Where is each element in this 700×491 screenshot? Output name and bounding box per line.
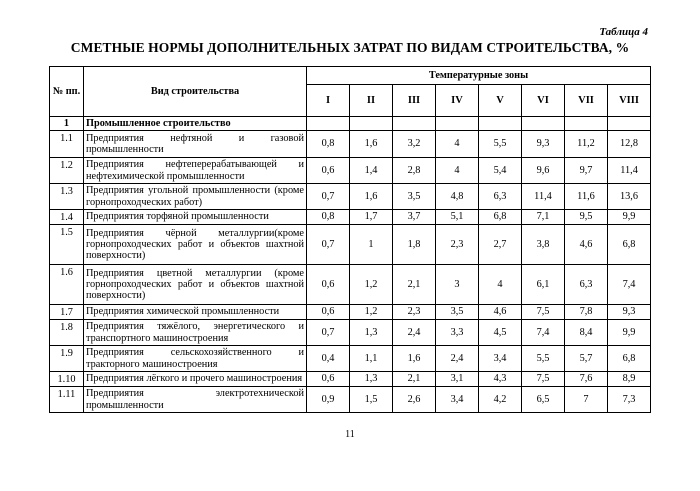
zone-value-4: 2,4 (436, 346, 479, 372)
table-row (50, 184, 651, 210)
zone-value-5: 4,3 (479, 372, 522, 387)
zone-header-1: I (307, 85, 350, 117)
zone-value-4: 3,1 (436, 372, 479, 387)
construction-type: Предприятия цветной металлургии (кроме горнопроходческих работ и объектов шахтной поверхности) (84, 265, 307, 305)
row-number: 1.6 (50, 265, 84, 305)
zone-value-3: 2,1 (393, 372, 436, 387)
row-number: 1.9 (50, 346, 84, 372)
zone-value-8: 9,9 (608, 210, 651, 225)
zone-value-6: 7,1 (522, 210, 565, 225)
row-number: 1.7 (50, 305, 84, 320)
zone-value-1: 0,7 (307, 225, 350, 265)
zone-value-6: 7,5 (522, 305, 565, 320)
construction-type: Предприятия лёгкого и прочего машиностроения (84, 372, 307, 387)
construction-type: Предприятия нефтеперерабатывающей и нефтехимической промышленности (84, 158, 307, 184)
zone-value-4: 3,4 (436, 387, 479, 413)
zone-value-2: 1,2 (350, 305, 393, 320)
zone-value-1: 0,6 (307, 265, 350, 305)
construction-type: Предприятия угольной промышленности (кроме горнопроходческих работ) (84, 184, 307, 210)
zone-value-2: 1,3 (350, 320, 393, 346)
zone-value-4: 3,5 (436, 305, 479, 320)
zone-value-6: 6,1 (522, 265, 565, 305)
zone-value-8: 9,9 (608, 320, 651, 346)
zone-value-5: 5,4 (479, 158, 522, 184)
construction-type: Предприятия сельскохозяйственного и тракторного машиностроения (84, 346, 307, 372)
zone-value-3: 1,6 (393, 346, 436, 372)
zone-value-8: 7,4 (608, 265, 651, 305)
zone-value-1: 0,8 (307, 210, 350, 225)
zone-value-7: 9,7 (565, 158, 608, 184)
zone-value-2: 1,1 (350, 346, 393, 372)
zone-value-8: 6,8 (608, 225, 651, 265)
num-column-header: № пп. (50, 67, 84, 117)
zone-value-3: 2,4 (393, 320, 436, 346)
table-row (50, 305, 651, 320)
zones-group-header: Температурные зоны (307, 67, 651, 85)
zone-value-8: 12,8 (608, 131, 651, 158)
page-title: СМЕТНЫЕ НОРМЫ ДОПОЛНИТЕЛЬНЫХ ЗАТРАТ ПО ВИДАМ СТРОИТЕЛЬСТВА, % (70, 40, 630, 55)
zone-value-1: 0,7 (307, 184, 350, 210)
table-row (50, 158, 651, 184)
table-row (50, 387, 651, 413)
zone-value-7: 11,2 (565, 131, 608, 158)
zone-value-7: 7 (565, 387, 608, 413)
zone-value-5: 4 (479, 265, 522, 305)
construction-type: Предприятия нефтяной и газовой промышленности (84, 131, 307, 158)
zone-value-3: 2,3 (393, 305, 436, 320)
zone-header-5: V (479, 85, 522, 117)
row-number: 1.1 (50, 131, 84, 158)
zone-value-2: 1,2 (350, 265, 393, 305)
section-row (50, 117, 651, 131)
zone-value-5: 6,8 (479, 210, 522, 225)
zone-value-4: 5,1 (436, 210, 479, 225)
zone-value-5: 2,7 (479, 225, 522, 265)
zone-value-2: 1,7 (350, 210, 393, 225)
zone-header-6: VI (522, 85, 565, 117)
zone-value-3: 2,6 (393, 387, 436, 413)
construction-type: Предприятия химической промышленности (84, 305, 307, 320)
zone-value-7: 7,8 (565, 305, 608, 320)
zone-value-4: 4 (436, 158, 479, 184)
zone-value-4: 3 (436, 265, 479, 305)
zone-value-3: 2,1 (393, 265, 436, 305)
zone-value-3: 3,2 (393, 131, 436, 158)
zone-value-8: 8,9 (608, 372, 651, 387)
table-row (50, 372, 651, 387)
page-number: 11 (345, 429, 355, 440)
zone-value-1: 0,7 (307, 320, 350, 346)
norms-table (49, 66, 651, 413)
zone-value-2: 1,6 (350, 131, 393, 158)
zone-value-7: 6,3 (565, 265, 608, 305)
zone-value-8: 7,3 (608, 387, 651, 413)
construction-type: Предприятия чёрной металлургии(кроме горнопроходческих работ и объектов шахтной поверхности) (84, 225, 307, 265)
zone-value-1: 0,9 (307, 387, 350, 413)
zone-value-6: 11,4 (522, 184, 565, 210)
construction-type: Предприятия электротехнической промышленности (84, 387, 307, 413)
table-label: Таблица 4 (599, 26, 648, 38)
zone-value-4: 4 (436, 131, 479, 158)
table-row (50, 346, 651, 372)
zone-value-2: 1,3 (350, 372, 393, 387)
zone-value-5: 6,3 (479, 184, 522, 210)
zone-value-4: 3,3 (436, 320, 479, 346)
zone-value-8: 13,6 (608, 184, 651, 210)
zone-value-7: 7,6 (565, 372, 608, 387)
zone-value-2: 1 (350, 225, 393, 265)
zone-value-7: 4,6 (565, 225, 608, 265)
table-row (50, 225, 651, 265)
zone-value-7: 8,4 (565, 320, 608, 346)
zone-value-3: 2,8 (393, 158, 436, 184)
zone-value-8: 6,8 (608, 346, 651, 372)
zone-value-1: 0,6 (307, 372, 350, 387)
zone-value-6: 9,3 (522, 131, 565, 158)
zone-value-5: 4,6 (479, 305, 522, 320)
zone-header-3: III (393, 85, 436, 117)
zone-value-7: 11,6 (565, 184, 608, 210)
zone-value-1: 0,4 (307, 346, 350, 372)
zone-value-2: 1,4 (350, 158, 393, 184)
zone-value-3: 1,8 (393, 225, 436, 265)
construction-type: Предприятия торфяной промышленности (84, 210, 307, 225)
zone-value-5: 4,2 (479, 387, 522, 413)
zone-value-6: 7,4 (522, 320, 565, 346)
zone-value-3: 3,5 (393, 184, 436, 210)
zone-value-5: 3,4 (479, 346, 522, 372)
zone-header-7: VII (565, 85, 608, 117)
zone-value-6: 5,5 (522, 346, 565, 372)
row-number: 1.11 (50, 387, 84, 413)
zone-value-5: 5,5 (479, 131, 522, 158)
row-number: 1.8 (50, 320, 84, 346)
zone-header-8: VIII (608, 85, 651, 117)
zone-value-8: 11,4 (608, 158, 651, 184)
zone-value-8: 9,3 (608, 305, 651, 320)
table-row (50, 210, 651, 225)
zone-value-1: 0,6 (307, 158, 350, 184)
row-number: 1.3 (50, 184, 84, 210)
row-number: 1.5 (50, 225, 84, 265)
construction-type: Предприятия тяжёлого, энергетического и транспортного машиностроения (84, 320, 307, 346)
row-number: 1.2 (50, 158, 84, 184)
table-row (50, 320, 651, 346)
zone-value-2: 1,6 (350, 184, 393, 210)
section-name: Промышленное строительство (84, 117, 307, 131)
row-number: 1.4 (50, 210, 84, 225)
zone-value-4: 2,3 (436, 225, 479, 265)
zone-header-2: II (350, 85, 393, 117)
zone-value-5: 4,5 (479, 320, 522, 346)
zone-value-6: 7,5 (522, 372, 565, 387)
zone-value-6: 3,8 (522, 225, 565, 265)
zone-value-4: 4,8 (436, 184, 479, 210)
table-row (50, 265, 651, 305)
zone-value-7: 9,5 (565, 210, 608, 225)
zone-value-1: 0,6 (307, 305, 350, 320)
row-number: 1.10 (50, 372, 84, 387)
zone-value-7: 5,7 (565, 346, 608, 372)
zone-value-2: 1,5 (350, 387, 393, 413)
zone-header-4: IV (436, 85, 479, 117)
zone-value-1: 0,8 (307, 131, 350, 158)
section-number: 1 (50, 117, 84, 131)
zone-value-6: 6,5 (522, 387, 565, 413)
type-column-header: Вид строительства (84, 67, 307, 117)
zone-value-6: 9,6 (522, 158, 565, 184)
table-row (50, 131, 651, 158)
zone-value-3: 3,7 (393, 210, 436, 225)
